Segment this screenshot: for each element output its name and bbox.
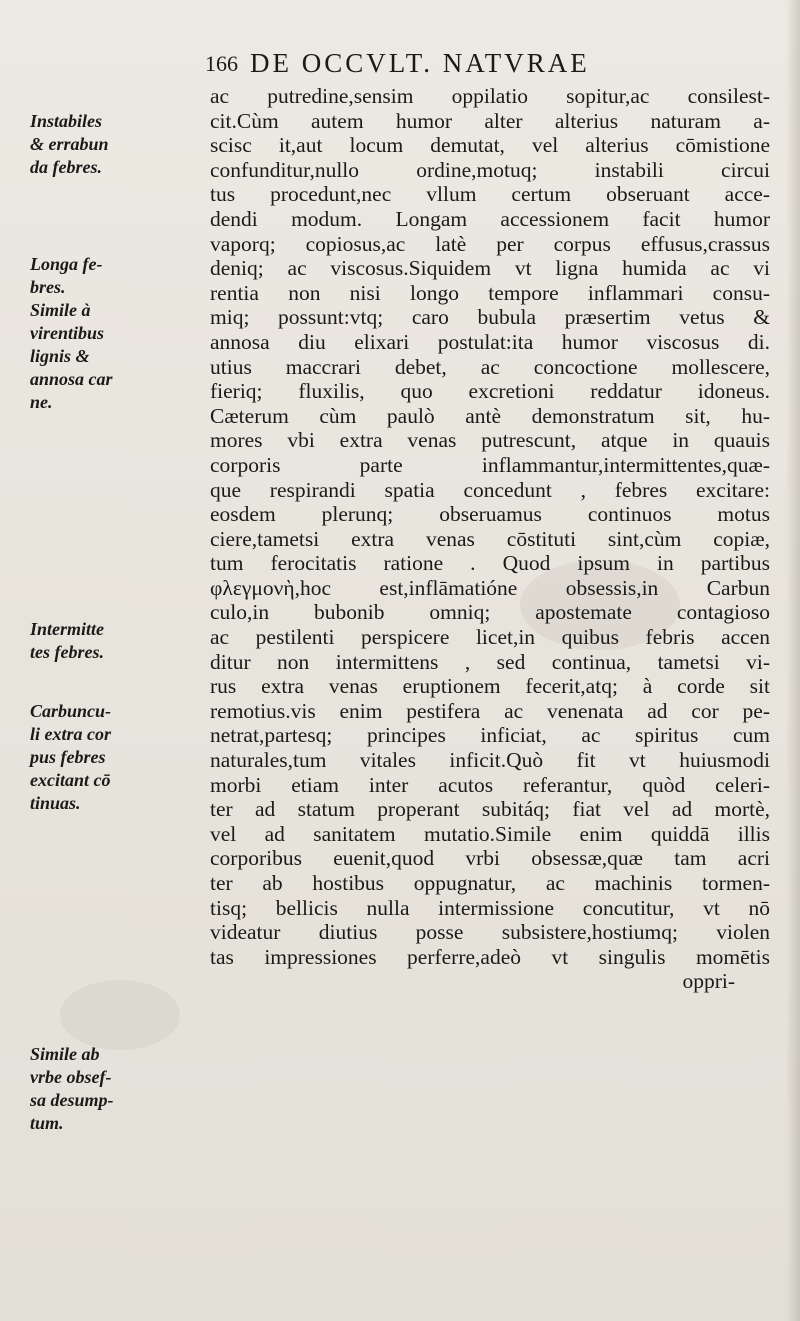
text-line: tas impressiones perferre,adeò vt singulis momētis bbox=[210, 944, 770, 969]
text-line: φλεγμονὴ,hoc est,inflāmatióne obsessis,in Carbun bbox=[210, 575, 770, 600]
text-line: morbi etiam inter acutos referantur, quòd celeri- bbox=[210, 772, 770, 797]
text-line: annosa diu elixari postulat:ita humor viscosus di. bbox=[210, 329, 770, 354]
margin-note-line: lignis & bbox=[30, 346, 90, 366]
margin-note-line: tinuas. bbox=[30, 793, 81, 813]
text-line: rus extra venas eruptionem fecerit,atq; à corde sit bbox=[210, 674, 770, 699]
page-header bbox=[205, 48, 765, 82]
margin-note-simile bbox=[30, 1043, 205, 1135]
text-line: vel ad sanitatem mutatio.Simile enim quiddā illis bbox=[210, 821, 770, 846]
margin-note-line: ne. bbox=[30, 392, 53, 412]
margin-note-line: Instabiles bbox=[30, 111, 103, 131]
margin-note-line: da febres. bbox=[30, 157, 102, 177]
margin-note-longae bbox=[30, 253, 205, 414]
text-line: ac pestilenti perspicere licet,in quibus febris accen bbox=[210, 625, 770, 650]
text-line: deniq; ac viscosus.Siquidem vt ligna humida ac vi bbox=[210, 256, 770, 281]
text-line: rentia non nisi longo tempore inflammari consu- bbox=[210, 280, 770, 305]
margin-note-line: Intermitte bbox=[30, 619, 105, 639]
margin-note-line: annosa car bbox=[30, 369, 113, 389]
text-line: dendi modum. Longam accessionem facit humor bbox=[210, 206, 770, 231]
text-line: que respirandi spatia concedunt , febres excitare: bbox=[210, 477, 770, 502]
paper-stain bbox=[60, 980, 180, 1050]
text-line: fieriq; fluxilis, quo excretioni reddatur idoneus. bbox=[210, 379, 770, 404]
margin-note-carbunculi bbox=[30, 700, 205, 815]
margin-note-line: excitant cō bbox=[30, 770, 111, 790]
catchword: oppri- bbox=[682, 969, 735, 994]
body-text bbox=[210, 84, 770, 994]
text-line: ter ab hostibus oppugnatur, ac machinis tormen- bbox=[210, 871, 770, 895]
text-line: ac putredine,sensim oppilatio sopitur,ac consilest- bbox=[210, 84, 770, 108]
margin-note-line: bres. bbox=[30, 277, 66, 297]
margin-note-line: & errabun bbox=[30, 134, 109, 154]
text-line: naturales,tum vitales inficit.Quò fit vt huiusmodi bbox=[210, 748, 770, 773]
text-line: utius maccrari debet, ac concoctione mollescere, bbox=[210, 354, 770, 379]
margin-note-line: virentibus bbox=[30, 323, 105, 343]
margin-note-line: pus febres bbox=[30, 747, 106, 767]
margin-note-line: Simile ab bbox=[30, 1044, 100, 1064]
text-line: miq; possunt:vtq; caro bubula præsertim vetus & bbox=[210, 305, 770, 330]
text-line: tisq; bellicis nulla intermissione concutitur, vt nō bbox=[210, 895, 770, 920]
text-line: remotius.vis enim pestifera ac venenata ad cor pe- bbox=[210, 698, 770, 723]
page-number: 166 bbox=[205, 51, 238, 76]
text-line: videatur diutius posse subsistere,hostiumq; violen bbox=[210, 920, 770, 945]
text-line: netrat,partesq; principes inficiat, ac spiritus cum bbox=[210, 723, 770, 748]
margin-note-line: Simile à bbox=[30, 300, 91, 320]
page-edge-shadow bbox=[786, 0, 800, 1321]
margin-note-line: Carbuncu- bbox=[30, 701, 112, 721]
text-line: ciere,tametsi extra venas cōstituti sint,cùm copiæ, bbox=[210, 526, 770, 551]
margin-note-line: Longa fe- bbox=[30, 254, 103, 274]
text-line: confunditur,nullo ordine,motuq; instabili circui bbox=[210, 157, 770, 182]
margin-note-line: tes febres. bbox=[30, 642, 104, 662]
text-line: eosdem plerunq; obseruamus continuos motus bbox=[210, 502, 770, 527]
margin-note-instabiles bbox=[30, 110, 205, 179]
margin-note-line: li extra cor bbox=[30, 724, 111, 744]
text-line: ditur non intermittens , sed continua, tametsi vi- bbox=[210, 649, 770, 674]
margin-note-line: vrbe obsef- bbox=[30, 1067, 112, 1087]
text-line: tum ferocitatis ratione . Quod ipsum in partibus bbox=[210, 551, 770, 576]
text-line: cit.Cùm autem humor alter alterius naturam a- bbox=[210, 108, 770, 133]
text-line: corporis parte inflammantur,intermittentes,quæ- bbox=[210, 452, 770, 477]
running-title: DE OCCVLT. NATVRAE bbox=[250, 48, 590, 78]
text-line: scisc it,aut locum demutat, vel alterius cōmistione bbox=[210, 133, 770, 158]
text-line: culo,in bubonib omniq; apostemate contagioso bbox=[210, 600, 770, 625]
text-line: vaporq; copiosus,ac latè per corpus effusus,crassus bbox=[210, 231, 770, 256]
text-line: Cæterum cùm paulò antè demonstratum sit, hu- bbox=[210, 403, 770, 428]
margin-note-line: sa desump- bbox=[30, 1090, 114, 1110]
text-line: tus procedunt,nec vllum certum obseruant acce- bbox=[210, 182, 770, 207]
margin-note-intermittentes bbox=[30, 618, 205, 664]
text-line: corporibus euenit,quod vrbi obsessæ,quæ tam acri bbox=[210, 846, 770, 871]
text-line: mores vbi extra venas putrescunt, atque in quauis bbox=[210, 428, 770, 453]
text-line: ter ad statum properant subitáq; fiat vel ad mortè, bbox=[210, 797, 770, 822]
margin-note-line: tum. bbox=[30, 1113, 64, 1133]
